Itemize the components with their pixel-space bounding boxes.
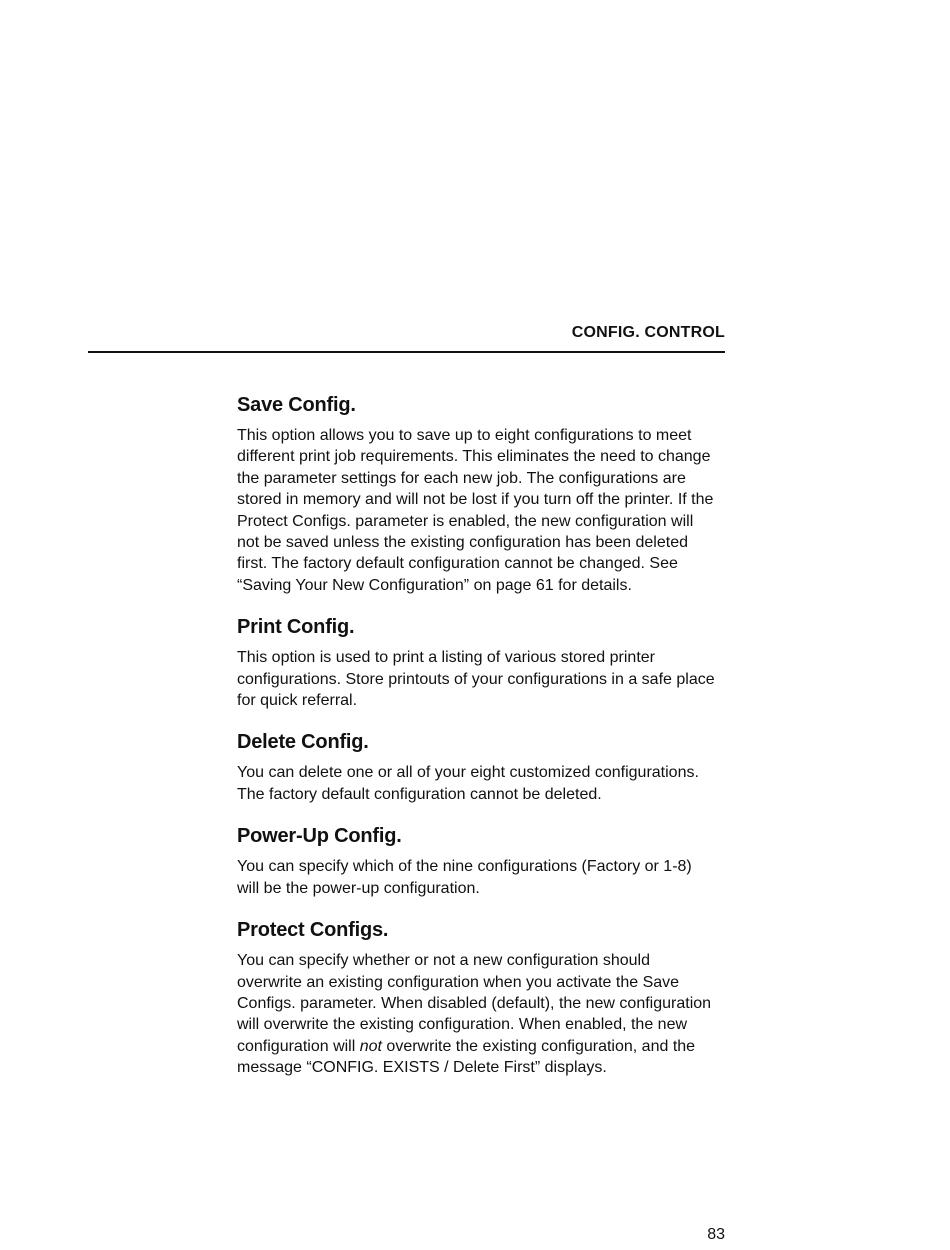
text-line: will be the power-up configuration. — [237, 879, 480, 897]
section-protect-configs — [237, 917, 725, 1078]
section-heading: Delete Config. — [237, 731, 369, 754]
section-paragraph — [237, 425, 725, 596]
text-line: This option allows you to save up to eight configurations to meet — [237, 427, 692, 444]
section-heading: Print Config. — [237, 616, 355, 639]
section-paragraph — [237, 856, 725, 899]
section-save-config — [237, 392, 725, 596]
text-line: stored in memory and will not be lost if you turn off the printer. If the — [237, 491, 714, 509]
text-line: You can delete one or all of your eight customized configurations. — [237, 764, 699, 782]
header-title: CONFIG. CONTROL — [571, 324, 725, 341]
text-line: Protect Configs. parameter is enabled, the new configuration will — [237, 512, 694, 530]
emphasis-text: not — [359, 1037, 382, 1055]
text-line: the parameter settings for each new job. The configurations are — [237, 469, 686, 487]
text-line: You can specify whether or not a new configuration should — [237, 952, 651, 970]
text-line: This option is used to print a listing of various stored printer — [237, 649, 655, 667]
section-heading: Power-Up Config. — [237, 825, 402, 848]
section-heading: Save Config. — [237, 394, 356, 416]
page-number: 83 — [707, 1226, 725, 1243]
document-body — [237, 392, 725, 1079]
text-line-with-emphasis — [237, 1036, 725, 1057]
section-heading: Protect Configs. — [237, 919, 389, 942]
text-line: configurations. Store printouts of your configurations in a safe place — [237, 670, 715, 688]
text-line: different print job requirements. This eliminates the need to change — [237, 448, 711, 466]
section-power-up-config — [237, 823, 725, 899]
section-delete-config — [237, 729, 725, 805]
text-line: for quick referral. — [237, 692, 358, 710]
text-line: message “CONFIG. EXISTS / Delete First” displays. — [237, 1059, 607, 1077]
text-line: Configs. parameter. When disabled (default), the new configuration — [237, 994, 712, 1012]
text-run: configuration will — [237, 1037, 360, 1055]
text-line: will overwrite the existing configuration. When enabled, the new — [237, 1016, 688, 1034]
text-line: first. The factory default configuration cannot be changed. See — [237, 555, 678, 573]
text-line: The factory default configuration cannot be deleted. — [237, 785, 602, 803]
running-header — [88, 322, 725, 353]
section-paragraph — [237, 950, 725, 1078]
text-line: not be saved unless the existing configuration has been deleted — [237, 534, 688, 552]
text-line: “Saving Your New Configuration” on page 61 for details. — [237, 576, 632, 594]
section-paragraph — [237, 762, 725, 805]
section-print-config — [237, 614, 725, 711]
text-line: You can specify which of the nine configurations (Factory or 1-8) — [237, 858, 692, 876]
section-paragraph — [237, 647, 725, 711]
text-run: overwrite the existing configuration, and the — [381, 1037, 696, 1055]
text-line: overwrite an existing configuration when you activate the Save — [237, 973, 680, 991]
